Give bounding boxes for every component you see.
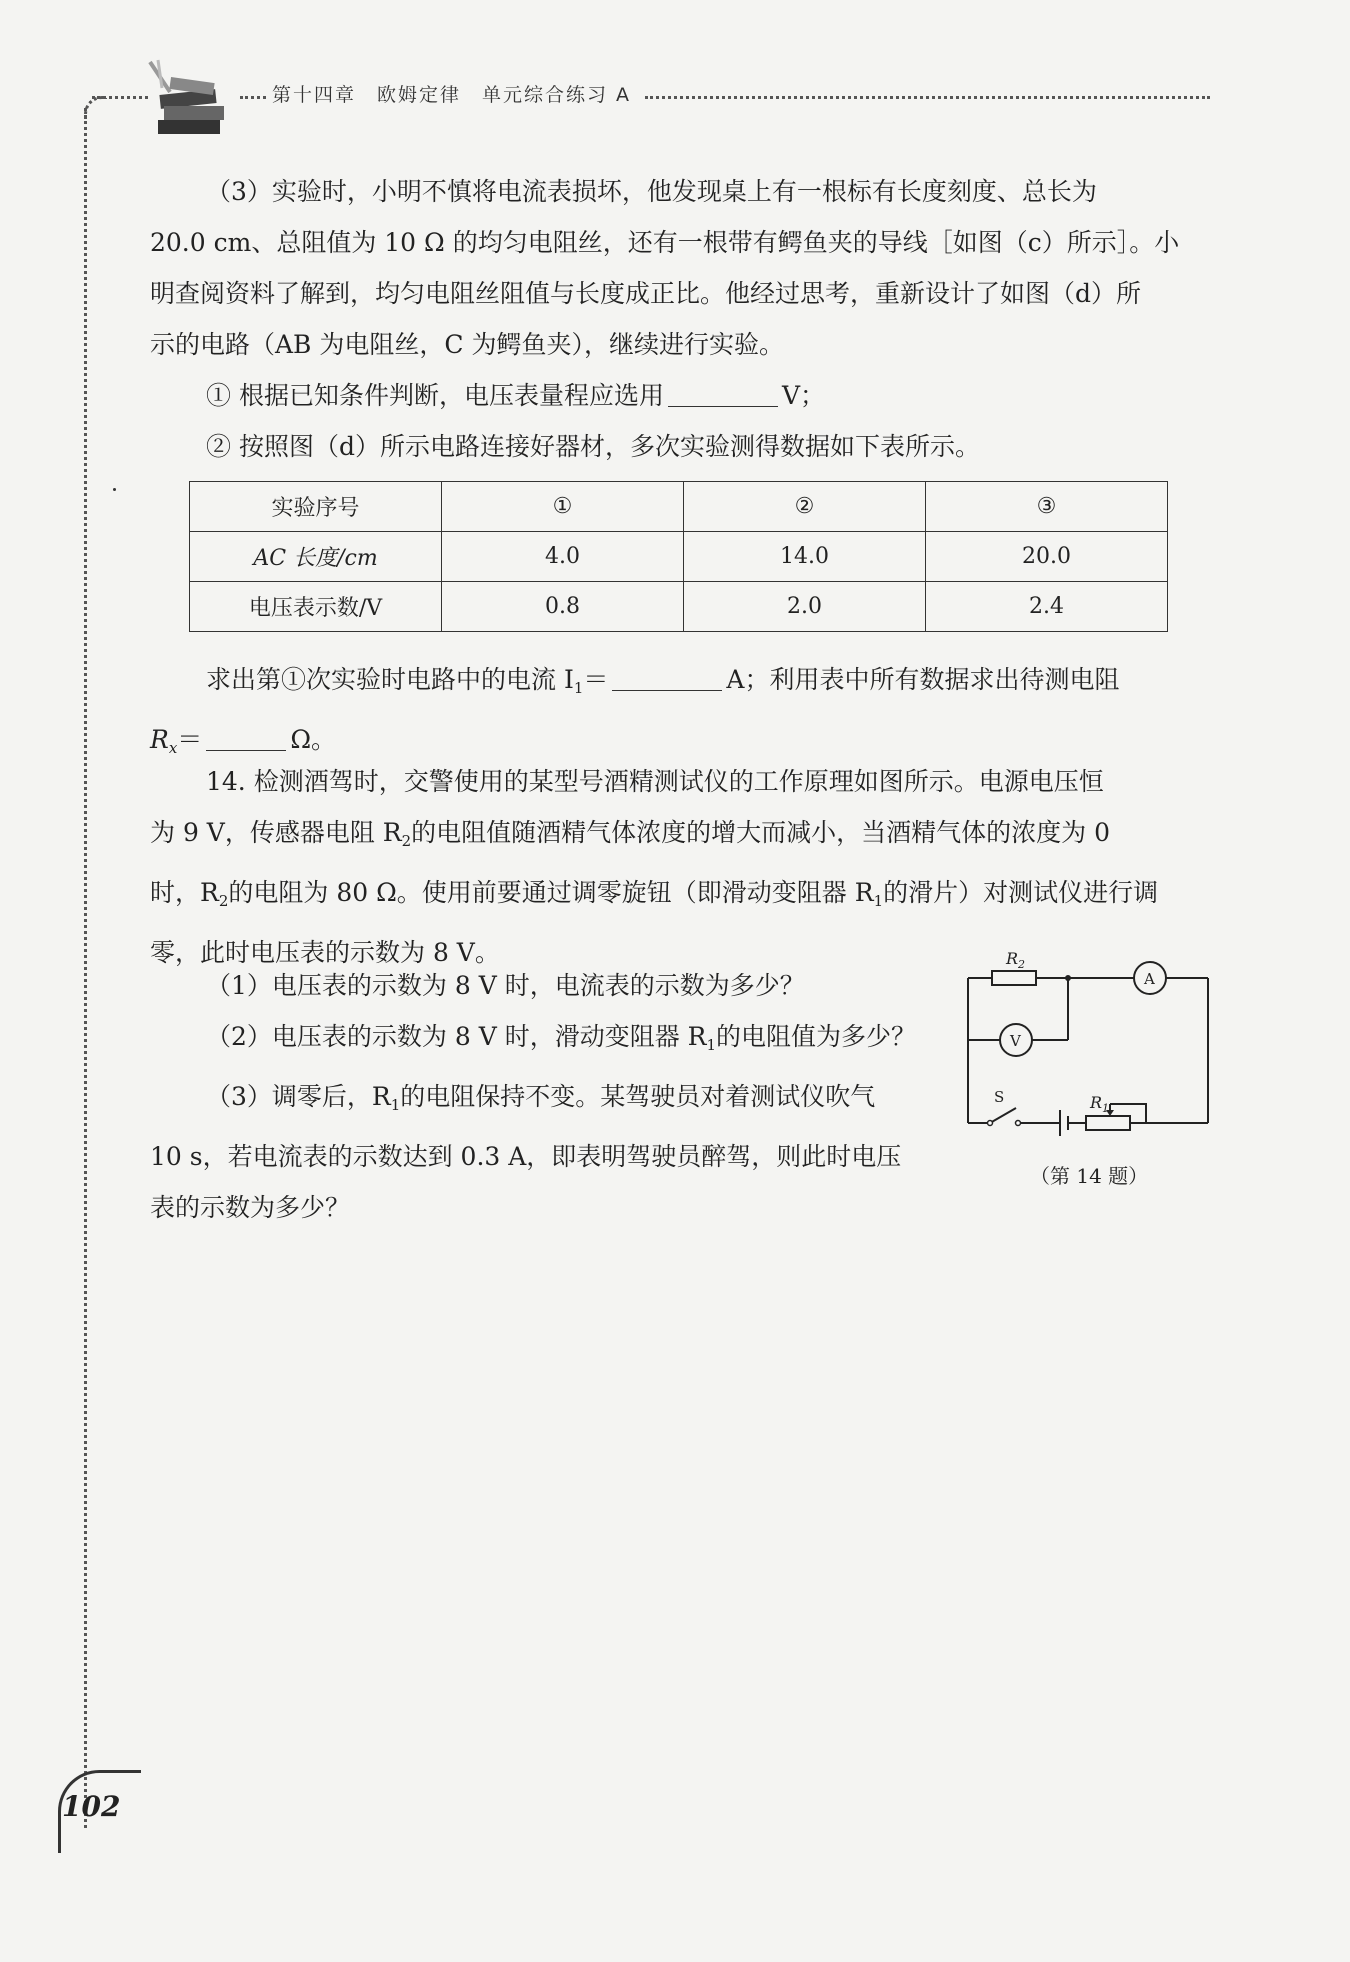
header-dotted-line-mid — [240, 96, 266, 99]
q13-line-4: 示的电路（AB 为电阻丝，C 为鳄鱼夹），继续进行实验。 — [150, 330, 784, 359]
current-text: 求出第①次实验时电路中的电流 I — [206, 665, 574, 694]
rheostat-slider — [1110, 1104, 1146, 1123]
border-corner — [84, 96, 107, 119]
table-row — [190, 532, 1168, 582]
data-table — [189, 481, 1168, 632]
text: 时，R — [150, 878, 219, 907]
answer-blank-range[interactable] — [668, 382, 778, 407]
question-14 — [150, 756, 1210, 978]
table-cell: AC 长度/cm — [190, 532, 442, 582]
equals: ＝ — [177, 725, 203, 754]
book-stack-icon — [140, 52, 240, 142]
chapter-title: 第十四章 欧姆定律 单元综合练习 A — [272, 84, 632, 106]
q13-item-1 — [150, 370, 1210, 421]
item-1-text: ① 根据已知条件判断，电压表量程应选用 — [206, 381, 664, 410]
svg-text:R1 — [1089, 1093, 1109, 1115]
text: 的电阻保持不变。某驾驶员对着测试仪吹气 — [400, 1082, 876, 1111]
q14-line-1: 14. 检测酒驾时，交警使用的某型号酒精测试仪的工作原理如图所示。电源电压恒 — [206, 767, 1104, 796]
text: （3）调零后，R — [206, 1082, 391, 1111]
q14-line-4: 零，此时电压表的示数为 8 V。 — [150, 938, 500, 967]
q14-subquestions — [150, 960, 950, 1233]
equals: ＝ — [583, 665, 609, 694]
table-cell: 电压表示数/V — [190, 582, 442, 632]
circuit-diagram — [960, 948, 1220, 1148]
q14-sub-3-cont: 10 s，若电流表的示数达到 0.3 A，即表明驾驶员醉驾，则此时电压 — [150, 1142, 902, 1171]
switch-label: S — [994, 1088, 1005, 1106]
resistance-unit: Ω。 — [290, 725, 337, 754]
table-cell: 2.0 — [684, 582, 926, 632]
q14-line-2 — [150, 807, 1210, 867]
ammeter-label: A — [1144, 970, 1155, 988]
text: 为 9 V，传感器电阻 R — [150, 818, 402, 847]
subscript: 1 — [573, 679, 584, 697]
rx-symbol: R — [150, 725, 169, 754]
q13-current-line — [150, 654, 1210, 714]
table-cell: 实验序号 — [190, 482, 442, 532]
q13-line-2: 20.0 cm、总阻值为 10 Ω 的均匀电阻丝，还有一根带有鳄鱼夹的导线［如图（c）所示］。小 — [150, 228, 1180, 257]
text: （2）电压表的示数为 8 V 时，滑动变阻器 R — [206, 1022, 707, 1051]
q14-sub-2 — [150, 1011, 950, 1071]
text: 的电阻值随酒精气体浓度的增大而减小，当酒精气体的浓度为 0 — [411, 818, 1111, 847]
header-dotted-line-right — [645, 96, 1210, 99]
table-header-row — [190, 482, 1168, 532]
q14-sub-3-end: 表的示数为多少？ — [150, 1193, 351, 1222]
left-dotted-border — [84, 108, 87, 1828]
table-cell: ③ — [926, 482, 1168, 532]
header-dotted-line-left — [92, 96, 148, 99]
q14-line-3 — [150, 867, 1210, 927]
table-cell: 20.0 — [926, 532, 1168, 582]
q14-sub-1: （1）电压表的示数为 8 V 时，电流表的示数为多少？ — [206, 971, 805, 1000]
table-row — [190, 582, 1168, 632]
subscript: 1 — [873, 892, 884, 910]
subscript: 2 — [218, 892, 229, 910]
subscript: 2 — [401, 832, 412, 850]
current-post-text: A；利用表中所有数据求出待测电阻 — [726, 665, 1120, 694]
table-cell: ② — [684, 482, 926, 532]
subscript: 1 — [390, 1096, 401, 1114]
answer-blank-resistance[interactable] — [206, 726, 286, 751]
table-cell: 2.4 — [926, 582, 1168, 632]
q14-sub-3 — [150, 1071, 950, 1131]
r1-label: R — [1090, 1093, 1103, 1112]
q13-item-2: ② 按照图（d）所示电路连接好器材，多次实验测得数据如下表所示。 — [206, 432, 980, 461]
stray-mark — [113, 488, 116, 491]
table-cell: 0.8 — [442, 582, 684, 632]
q13-line-1: （3）实验时，小明不慎将电流表损坏，他发现桌上有一根标有长度刻度、总长为 — [206, 177, 1097, 206]
figure-caption: （第 14 题） — [1030, 1164, 1149, 1188]
text: 的滑片）对测试仪进行调 — [883, 878, 1159, 907]
r2-label: R — [1006, 949, 1019, 968]
answer-blank-current[interactable] — [612, 666, 722, 691]
text: 的电阻值为多少？ — [716, 1022, 917, 1051]
resistor-r2 — [992, 971, 1036, 985]
subscript: 1 — [706, 1036, 717, 1054]
q13-line-3: 明查阅资料了解到，均匀电阻丝阻值与长度成正比。他经过思考，重新设计了如图（d）所 — [150, 279, 1142, 308]
page-header — [0, 0, 1350, 150]
page-number: 102 — [62, 1790, 121, 1823]
table-cell: ① — [442, 482, 684, 532]
table-cell: 4.0 — [442, 532, 684, 582]
question-13-part-3 — [150, 166, 1210, 472]
svg-text:R2 — [1005, 949, 1025, 971]
r1-subscript: 1 — [1102, 1102, 1110, 1115]
subscript: x — [168, 739, 178, 757]
r2-subscript: 2 — [1018, 958, 1026, 971]
rheostat-r1 — [1086, 1116, 1130, 1130]
switch-icon — [990, 1108, 1016, 1123]
voltmeter-label: V — [1010, 1032, 1021, 1050]
table-cell: 14.0 — [684, 532, 926, 582]
item-1-unit: V； — [781, 381, 826, 410]
text: 的电阻为 80 Ω。使用前要通过调零旋钮（即滑动变阻器 R — [228, 878, 874, 907]
